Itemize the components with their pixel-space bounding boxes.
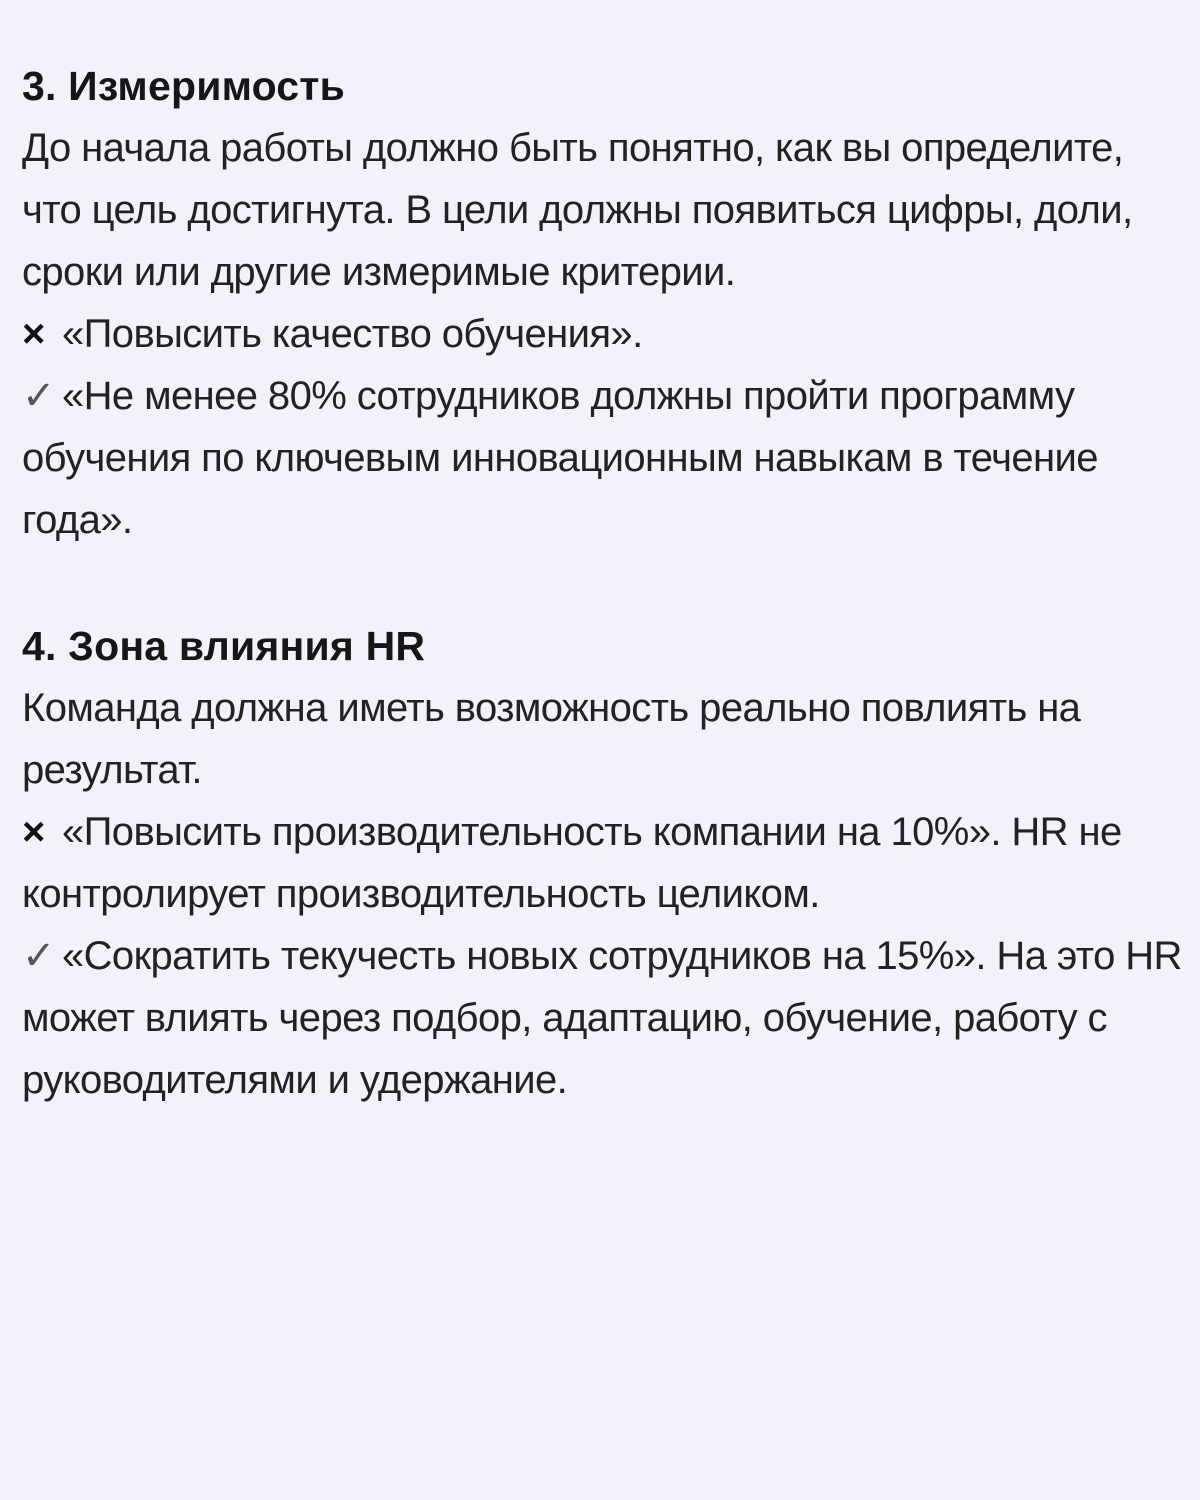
bad-example-text: «Повысить производительность компании на 10%». HR не контролирует производительность целиком.: [22, 810, 1122, 916]
section-hr-influence: [22, 615, 1182, 1111]
content: [22, 55, 1182, 1111]
section-description: До начала работы должно быть понятно, как вы определите, что цель достигнута. В цели должны появиться цифры, доли, сроки или другие измеримые критерии.: [22, 126, 1133, 294]
cross-icon: ×: [22, 810, 45, 854]
section-measurability: [22, 55, 1182, 551]
cross-icon: ×: [22, 312, 45, 356]
bad-example-text: «Повысить качество обучения».: [62, 312, 643, 356]
good-example: [22, 365, 1182, 551]
bad-example: [22, 801, 1182, 925]
section-heading: 4. Зона влияния HR: [22, 623, 426, 669]
section-description: Команда должна иметь возможность реально повлиять на результат.: [22, 686, 1081, 792]
section-heading: 3. Измеримость: [22, 63, 345, 109]
good-example: [22, 925, 1182, 1111]
good-example-text: «Сократить текучесть новых сотрудников на 15%». На это HR может влиять через подбор, адаптацию, обучение, работу с руководителями и удержание.: [22, 934, 1182, 1102]
good-example-text: «Не менее 80% сотрудников должны пройти программу обучения по ключевым инновационным навыкам в течение года».: [22, 374, 1098, 542]
check-icon: ✓: [22, 374, 55, 418]
bad-example: [22, 303, 1182, 365]
check-icon: ✓: [22, 934, 55, 978]
